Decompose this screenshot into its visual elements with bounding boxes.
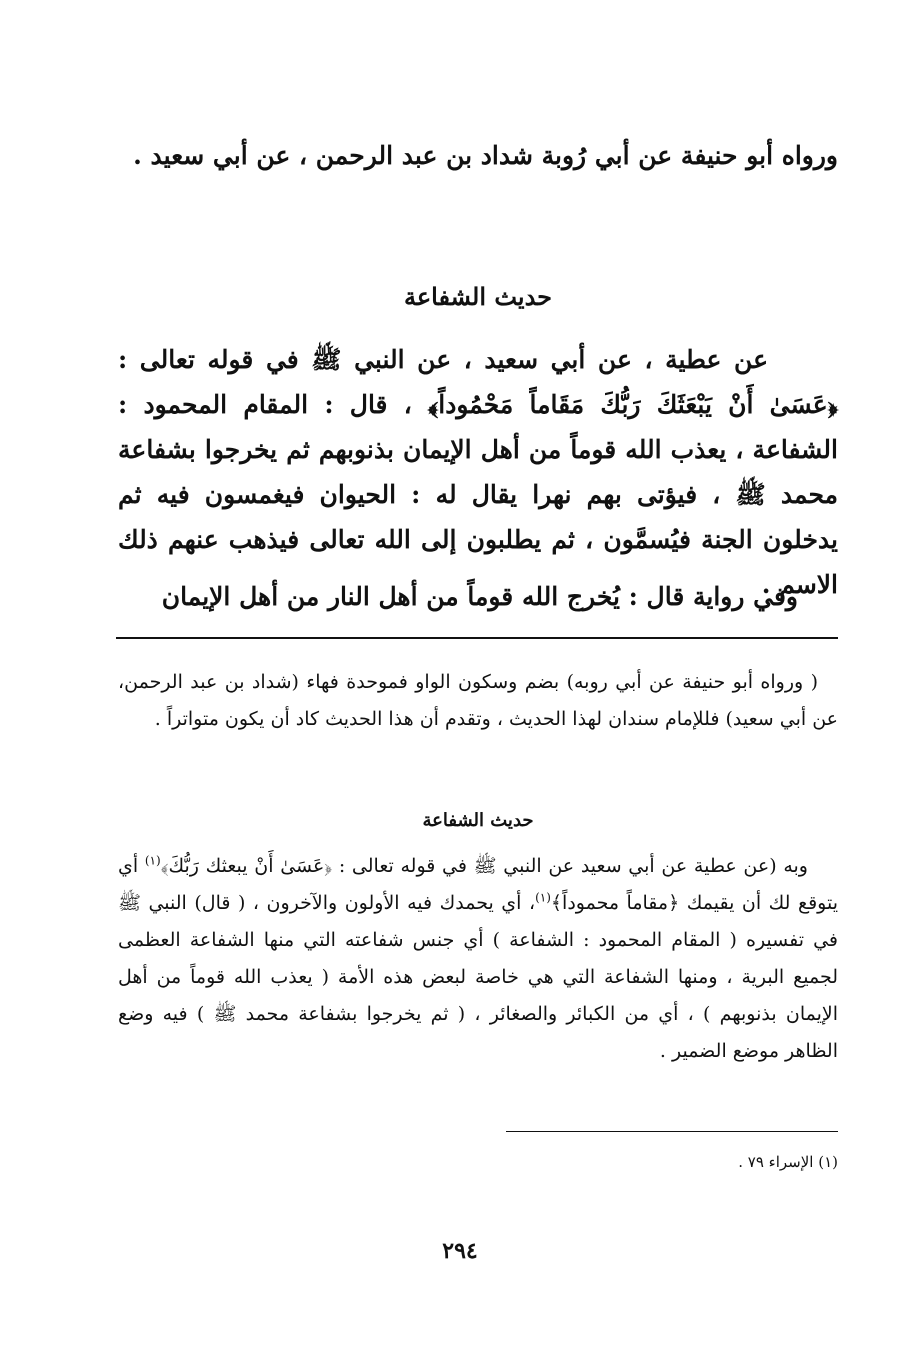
top-paragraph: ورواه أبو حنيفة عن أبي رُوبة شداد بن عبد الرحمن ، عن أبي سعيد . xyxy=(133,141,838,170)
commentary-text-a: وبه (عن عطية عن أبي سعيد عن النبي ﷺ في قوله تعالى : ﴿عَسَىٰ أَنْ يبعثك رَبُّكَ﴾ xyxy=(160,855,808,877)
main-text-divider xyxy=(116,637,838,639)
commentary-paragraph-1: ( ورواه أبو حنيفة عن أبي روبه) بضم وسكون الواو فموحدة فهاء (شداد بن عبد الرحمن، عن أبي سعيد) فللإمام سندان لهذا الحديث ، وتقدم أن هذا الحديث كاد أن يكون متواتراً . xyxy=(118,671,838,730)
commentary-text-c: ، أي يحمدك فيه الأولون والآخرون ، ( قال) النبي ﷺ في تفسيره ( المقام المحمود : الشفاعة ) أي جنس شفاعته التي منها الشفاعة العظمى لجميع البرية ، ومنها الشفاعة التي هي خاصة لبعض هذه الأمة ( يعذب الله قوماً من أهل الإيمان بذنوبهم ) ، أي من الكبائر والصغائر ، ( ثم يخرجوا بشفاعة محمد ﷺ ) فيه وضع الظاهر موضع الضمير . xyxy=(118,892,838,1062)
main-paragraph-2: وفي رواية قال : يُخرج الله قوماً من أهل النار من أهل الإيمان xyxy=(161,582,798,611)
footnote: (١) الإسراء ٧٩ . xyxy=(738,1153,838,1171)
commentary-title: حديث الشفاعة xyxy=(422,810,534,831)
section-title: حديث الشفاعة xyxy=(403,282,553,311)
main-paragraph-1: عن عطية ، عن أبي سعيد ، عن النبي ﷺ في قوله تعالى : ﴿عَسَىٰ أَنْ يَبْعَثَكَ رَبُّكَ مَقَاماً مَحْمُوداً﴾ ، قال : المقام المحمود : الشفاعة ، يعذب الله قوماً من أهل الإيمان بذنوبهم ثم يخرجوا بشفاعة محمد ﷺ ، فيؤتى بهم نهرا يقال له : الحيوان فيغمسون فيه ثم يدخلون الجنة فيُسمَّون ، ثم يطلبون إلى الله تعالى فيذهب عنهم ذلك الاسم . xyxy=(118,345,838,599)
commentary-text-b: أي يتوقع لك أن يقيمك ﴿مقاماً محموداً﴾ xyxy=(118,855,838,914)
footnote-ref-1: (١) xyxy=(144,853,161,868)
footnote-ref-2: (١) xyxy=(535,890,551,905)
commentary-paragraph-2 xyxy=(118,848,838,1070)
page-number: ٢٩٤ xyxy=(442,1238,478,1264)
footnote-divider xyxy=(506,1131,838,1132)
